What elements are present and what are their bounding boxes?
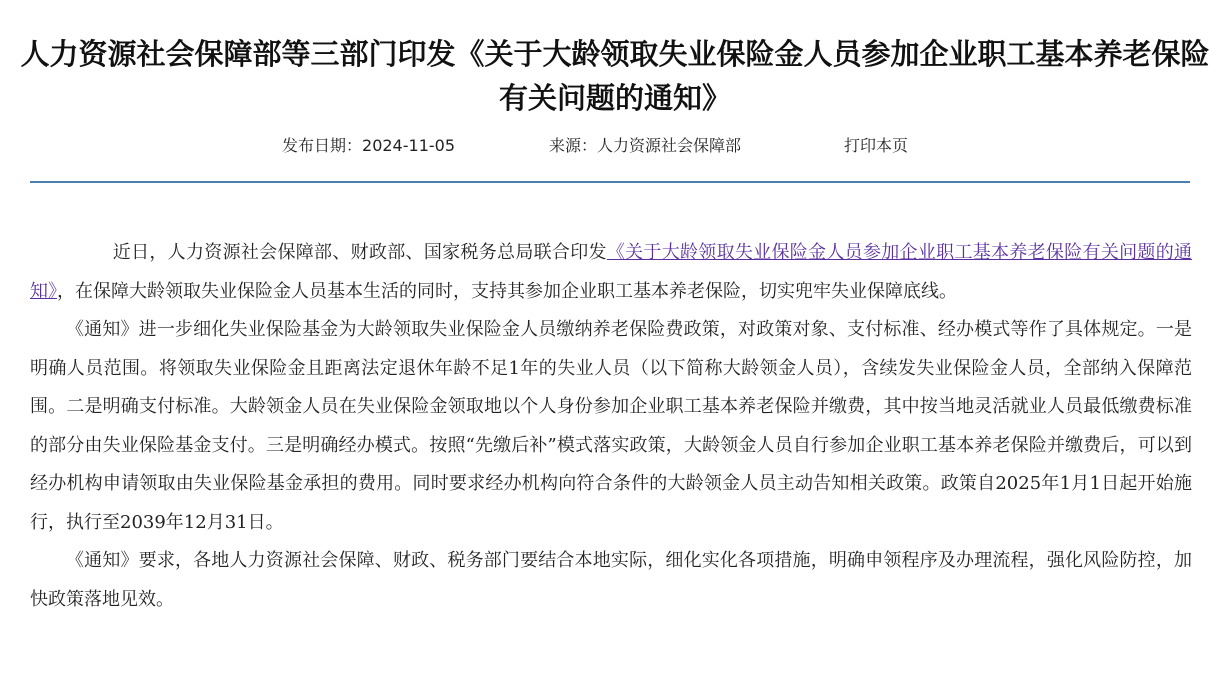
article-title: 人力资源社会保障部等三部门印发《关于大龄领取失业保险金人员参加企业职工基本养老保险有关问题的通知》	[20, 37, 1210, 115]
paragraph-2: 《通知》进一步细化失业保险基金为大龄领取失业保险金人员缴纳养老保险费政策，对政策对象、支付标准、经办模式等作了具体规定。一是明确人员范围。将领取失业保险金且距离法定退休年龄不足1年的失业人员（以下简称大龄领金人员），含续发失业保险金人员，全部纳入保障范围。二是明确支付标准。大龄领金人员在失业保险金领取地以个人身份参加企业职工基本养老保险并缴费，其中按当地灵活就业人员最低缴费标准的部分由失业保险基金支付。三是明确经办模式。按照“先缴后补”模式落实政策，大龄领金人员自行参加企业职工基本养老保险并缴费后，可以到经办机构申请领取由失业保险基金承担的费用。同时要求经办机构向符合条件的大龄领金人员主动告知相关政策。政策自2025年1月1日起开始施行，执行至2039年12月31日。	[30, 319, 1192, 533]
publish-date	[282, 132, 455, 160]
print-page-button[interactable]: 打印本页	[844, 136, 909, 155]
article-body	[30, 234, 1192, 619]
paragraph-1-intro: 近日，人力资源社会保障部、财政部、国家税务总局联合印发	[112, 242, 607, 263]
publish-date-label: 发布日期：	[282, 136, 363, 155]
paragraph-1-rest: ，在保障大龄领取失业保险金人员基本生活的同时，支持其参加企业职工基本养老保险，切实兜牢失业保障底线。	[57, 280, 957, 302]
publish-date-value: 2024-11-05	[362, 136, 455, 155]
source-value: 人力资源社会保障部	[597, 136, 742, 155]
paragraph-1	[30, 234, 1192, 311]
header-divider	[30, 181, 1190, 183]
paragraph-3: 《通知》要求，各地人力资源社会保障、财政、税务部门要结合本地实际，细化实化各项措施，明确申领程序及办理流程，强化风险防控，加快政策落地见效。	[30, 550, 1192, 610]
source-label: 来源：	[549, 136, 598, 155]
article-meta	[0, 132, 1190, 160]
notice-link[interactable]: 《关于大龄领取失业保险金人员参加企业职工基本养老保险有关问题的通知》	[30, 242, 1193, 302]
article-header	[20, 0, 1210, 120]
source	[549, 132, 741, 160]
